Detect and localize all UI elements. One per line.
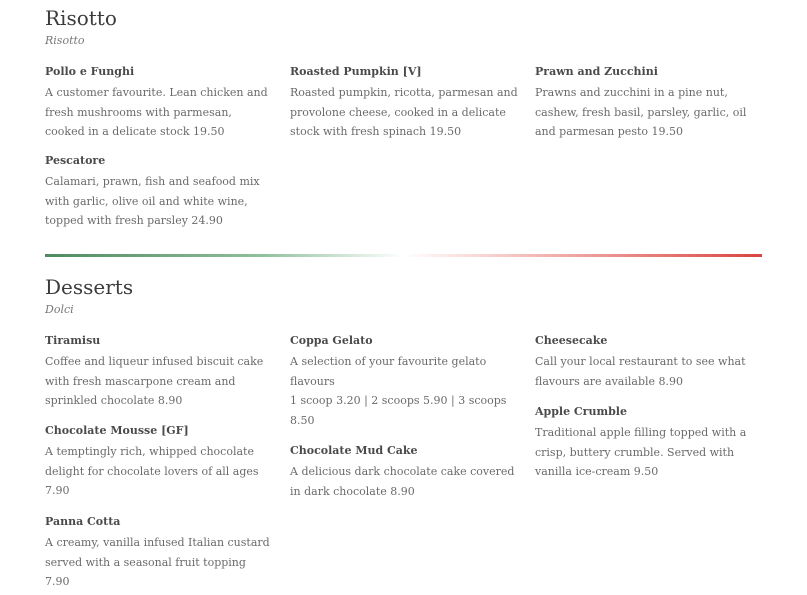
item-description: A delicious dark chocolate cake covered in dark chocolate 8.90 <box>290 465 515 498</box>
menu-item-tiramisu <box>45 333 273 411</box>
item-description: A temptingly rich, whipped chocolate delight for chocolate lovers of all ages 7.90 <box>45 445 259 497</box>
menu-item-apple-crumble <box>535 404 763 482</box>
item-name: Tiramisu <box>45 334 101 347</box>
item-name: Pollo e Funghi <box>45 65 135 78</box>
section-divider <box>45 254 762 257</box>
item-description: Traditional apple filling topped with a crisp, buttery crumble. Served with vanilla ice-cream 9.50 <box>535 426 747 478</box>
item-description: Prawns and zucchini in a pine nut, cashew, fresh basil, parsley, garlic, oil and parmesan pesto 19.50 <box>535 86 747 138</box>
menu-item-prawn-and-zucchini <box>535 64 763 142</box>
item-name: Cheesecake <box>535 334 608 347</box>
item-name: Prawn and Zucchini <box>535 65 658 78</box>
menu-item-roasted-pumpkin <box>290 64 518 142</box>
risotto-title: Risotto <box>45 6 117 30</box>
menu-item-coppa-gelato <box>290 333 518 430</box>
menu-item-panna-cotta <box>45 514 273 592</box>
item-description: A customer favourite. Lean chicken and fresh mushrooms with parmesan, cooked in a delicate stock 19.50 <box>45 86 268 138</box>
menu-item-chocolate-mud-cake <box>290 443 518 501</box>
menu-item-pollo-e-funghi <box>45 64 273 142</box>
risotto-subtitle: Risotto <box>45 34 85 47</box>
item-name: Panna Cotta <box>45 515 121 528</box>
item-description: Coffee and liqueur infused biscuit cake with fresh mascarpone cream and sprinkled chocolate 8.90 <box>45 355 264 407</box>
desserts-subtitle: Dolci <box>45 303 74 316</box>
item-name: Roasted Pumpkin [V] <box>290 65 422 78</box>
menu-item-chocolate-mousse <box>45 423 273 501</box>
item-name: Pescatore <box>45 154 106 167</box>
item-description: Call your local restaurant to see what flavours are available 8.90 <box>535 355 746 388</box>
item-name: Chocolate Mousse [GF] <box>45 424 189 437</box>
item-prices: 1 scoop 3.20 | 2 scoops 5.90 | 3 scoops 8.50 <box>290 394 507 427</box>
item-name: Chocolate Mud Cake <box>290 444 418 457</box>
item-description: A creamy, vanilla infused Italian custard served with a seasonal fruit topping 7.90 <box>45 536 270 588</box>
item-name: Coppa Gelato <box>290 334 373 347</box>
item-description: Roasted pumpkin, ricotta, parmesan and provolone cheese, cooked in a delicate stock with fresh spinach 19.50 <box>290 86 518 138</box>
item-description: A selection of your favourite gelato flavours <box>290 355 487 388</box>
desserts-title: Desserts <box>45 275 134 299</box>
menu-item-cheesecake <box>535 333 763 391</box>
menu-item-pescatore <box>45 153 273 231</box>
item-description: Calamari, prawn, fish and seafood mix with garlic, olive oil and white wine, topped with fresh parsley 24.90 <box>45 175 260 227</box>
item-name: Apple Crumble <box>535 405 627 418</box>
